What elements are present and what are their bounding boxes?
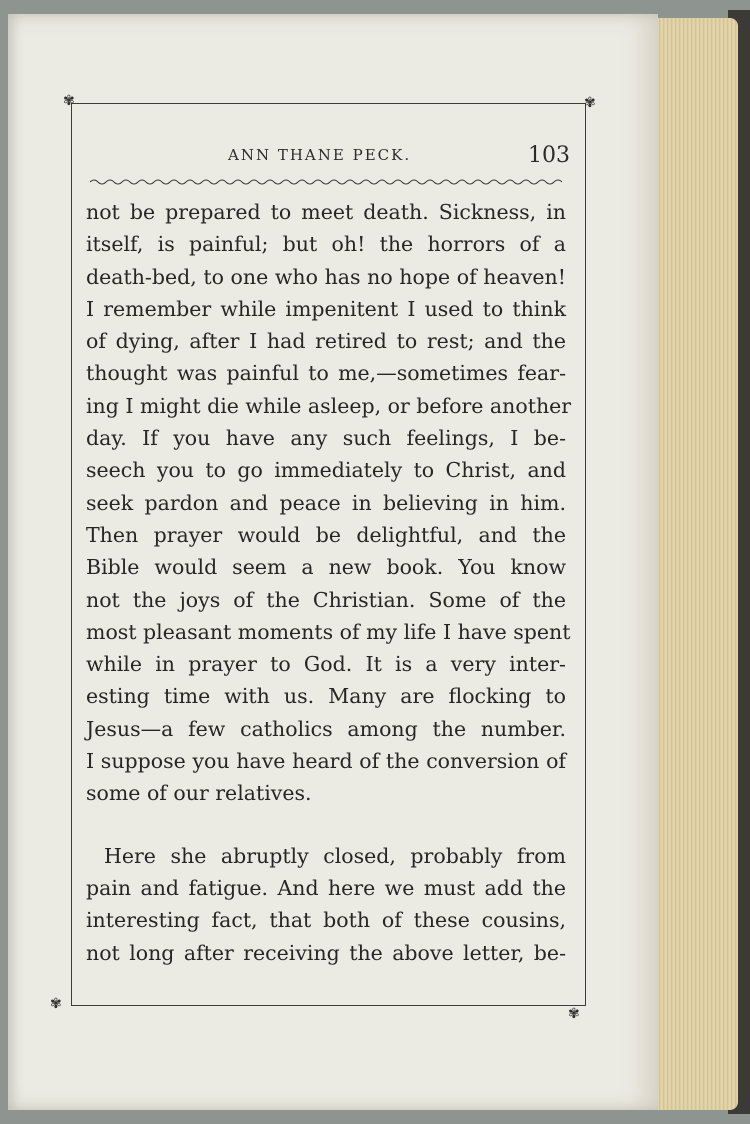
text-line: esting time with us. Many are flocking to <box>86 684 566 709</box>
text-line: not the joys of the Christian. Some of the <box>86 587 566 612</box>
text-line: of dying, after I had retired to rest; and the <box>86 329 566 354</box>
text-line: some of our relatives. <box>86 781 312 806</box>
corner-ornament-icon: ✾ <box>63 93 75 109</box>
text-line: Bible would seem a new book. You know <box>86 555 566 580</box>
text-line: Jesus—a few catholics among the number. <box>86 716 566 741</box>
text-line: not long after receiving the above letter, be- <box>86 940 566 965</box>
text-line: death-bed, to one who has no hope of heaven! <box>86 264 566 289</box>
text-line: ing I might die while asleep, or before another <box>86 393 572 418</box>
body-text <box>86 196 572 969</box>
text-line: I suppose you have heard of the conversion of <box>86 749 566 774</box>
corner-ornament-icon: ✾ <box>50 996 62 1012</box>
text-line: Then prayer would be delightful, and the <box>86 522 566 547</box>
text-line: I remember while impenitent I used to think <box>86 296 566 321</box>
text-line: most pleasant moments of my life I have spent <box>86 619 571 644</box>
text-line: while in prayer to God. It is a very inter- <box>86 652 566 677</box>
text-line: Here she abruptly closed, probably from <box>104 843 566 868</box>
corner-ornament-icon: ✾ <box>568 1006 580 1022</box>
paragraph <box>86 196 572 810</box>
paragraph <box>86 840 566 969</box>
text-line: pain and fatigue. And here we must add the <box>86 875 566 900</box>
wavy-rule-divider <box>90 176 566 188</box>
page-number: 103 <box>528 143 570 168</box>
text-line: itself, is painful; but oh! the horrors of a <box>86 232 566 257</box>
text-line: seek pardon and peace in believing in him. <box>86 490 566 515</box>
text-line: day. If you have any such feelings, I be- <box>86 426 566 451</box>
running-head-title: ANN THANE PECK. <box>228 146 412 164</box>
text-line: interesting fact, that both of these cousins, <box>86 908 566 933</box>
text-line: not be prepared to meet death. Sickness, in <box>86 200 566 224</box>
text-line: seech you to go immediately to Christ, and <box>86 458 566 483</box>
corner-ornament-icon: ✾ <box>584 95 596 111</box>
text-line: thought was painful to me,—sometimes fear- <box>86 361 566 386</box>
